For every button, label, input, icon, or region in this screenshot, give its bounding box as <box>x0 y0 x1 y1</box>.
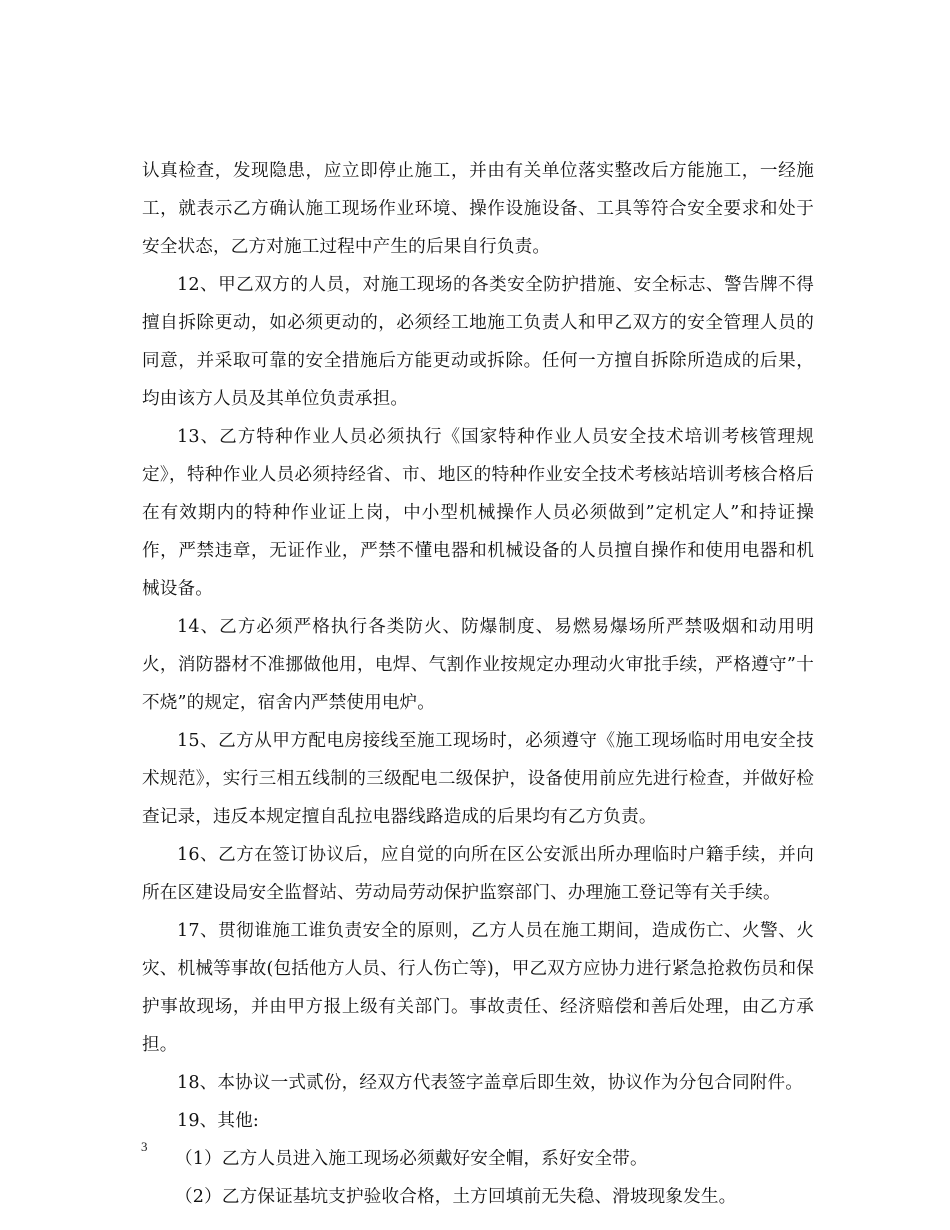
page-number: 3 <box>141 1139 148 1154</box>
paragraph-clause-19-item-2: （2）乙方保证基坑支护验收合格，土方回填前无失稳、滑坡现象发生。 <box>175 1187 737 1207</box>
paragraph-continuation: 认真检查，发现隐患，应立即停止施工，并由有关单位落实整改后方能施工，一经施工，就表示乙方确认施工现场作业环境、操作设施设备、工具等符合安全要求和处于安全状态，乙方对施工过程中产生的后果自行负责。 <box>142 161 814 257</box>
document-body <box>142 152 814 1216</box>
paragraph-clause-19: 19、其他: <box>177 1111 259 1131</box>
paragraph-clause-13: 13、乙方特种作业人员必须执行《国家特种作业人员安全技术培训考核管理规定》，特种作业人员必须持经省、市、地区的特种作业安全技术考核站培训考核合格后在有效期内的特种作业证上岗，中小型机械操作人员必须做到”定机定人”和持证操作，严禁违章，无证作业，严禁不懂电器和机械设备的人员擅自操作和使用电器和机械设备。 <box>142 427 814 599</box>
paragraph-clause-16: 16、乙方在签订协议后，应自觉的向所在区公安派出所办理临时户籍手续，并向所在区建设局安全监督站、劳动局劳动保护监察部门、办理施工登记等有关手续。 <box>142 845 814 903</box>
paragraph-clause-12: 12、甲乙双方的人员，对施工现场的各类安全防护措施、安全标志、警告牌不得擅自拆除更动，如必须更动的，必须经工地施工负责人和甲乙双方的安全管理人员的同意，并采取可靠的安全措施后方能更动或拆除。任何一方擅自拆除所造成的后果，均由该方人员及其单位负责承担。 <box>142 275 814 409</box>
paragraph-clause-17: 17、贯彻谁施工谁负责安全的原则，乙方人员在施工期间，造成伤亡、火警、火灾、机械等事故(包括他方人员、行人伤亡等)，甲乙双方应协力进行紧急抢救伤员和保护事故现场，并由甲方报上级有关部门。事故责任、经济赔偿和善后处理，由乙方承担。 <box>142 921 814 1055</box>
paragraph-clause-18: 18、本协议一式贰份，经双方代表签字盖章后即生效，协议作为分包合同附件。 <box>177 1073 803 1093</box>
paragraph-clause-19-item-1: （1）乙方人员进入施工现场必须戴好安全帽，系好安全带。 <box>175 1149 648 1169</box>
paragraph-clause-14: 14、乙方必须严格执行各类防火、防爆制度、易燃易爆场所严禁吸烟和动用明火，消防器材不准挪做他用，电焊、气割作业按规定办理动火审批手续，严格遵守”十不烧”的规定，宿舍内严禁使用电炉。 <box>142 617 814 713</box>
paragraph-clause-15: 15、乙方从甲方配电房接线至施工现场时，必须遵守《施工现场临时用电安全技术规范》，实行三相五线制的三级配电二级保护，设备使用前应先进行检查，并做好检查记录，违反本规定擅自乱拉电器线路造成的后果均有乙方负责。 <box>142 731 814 827</box>
